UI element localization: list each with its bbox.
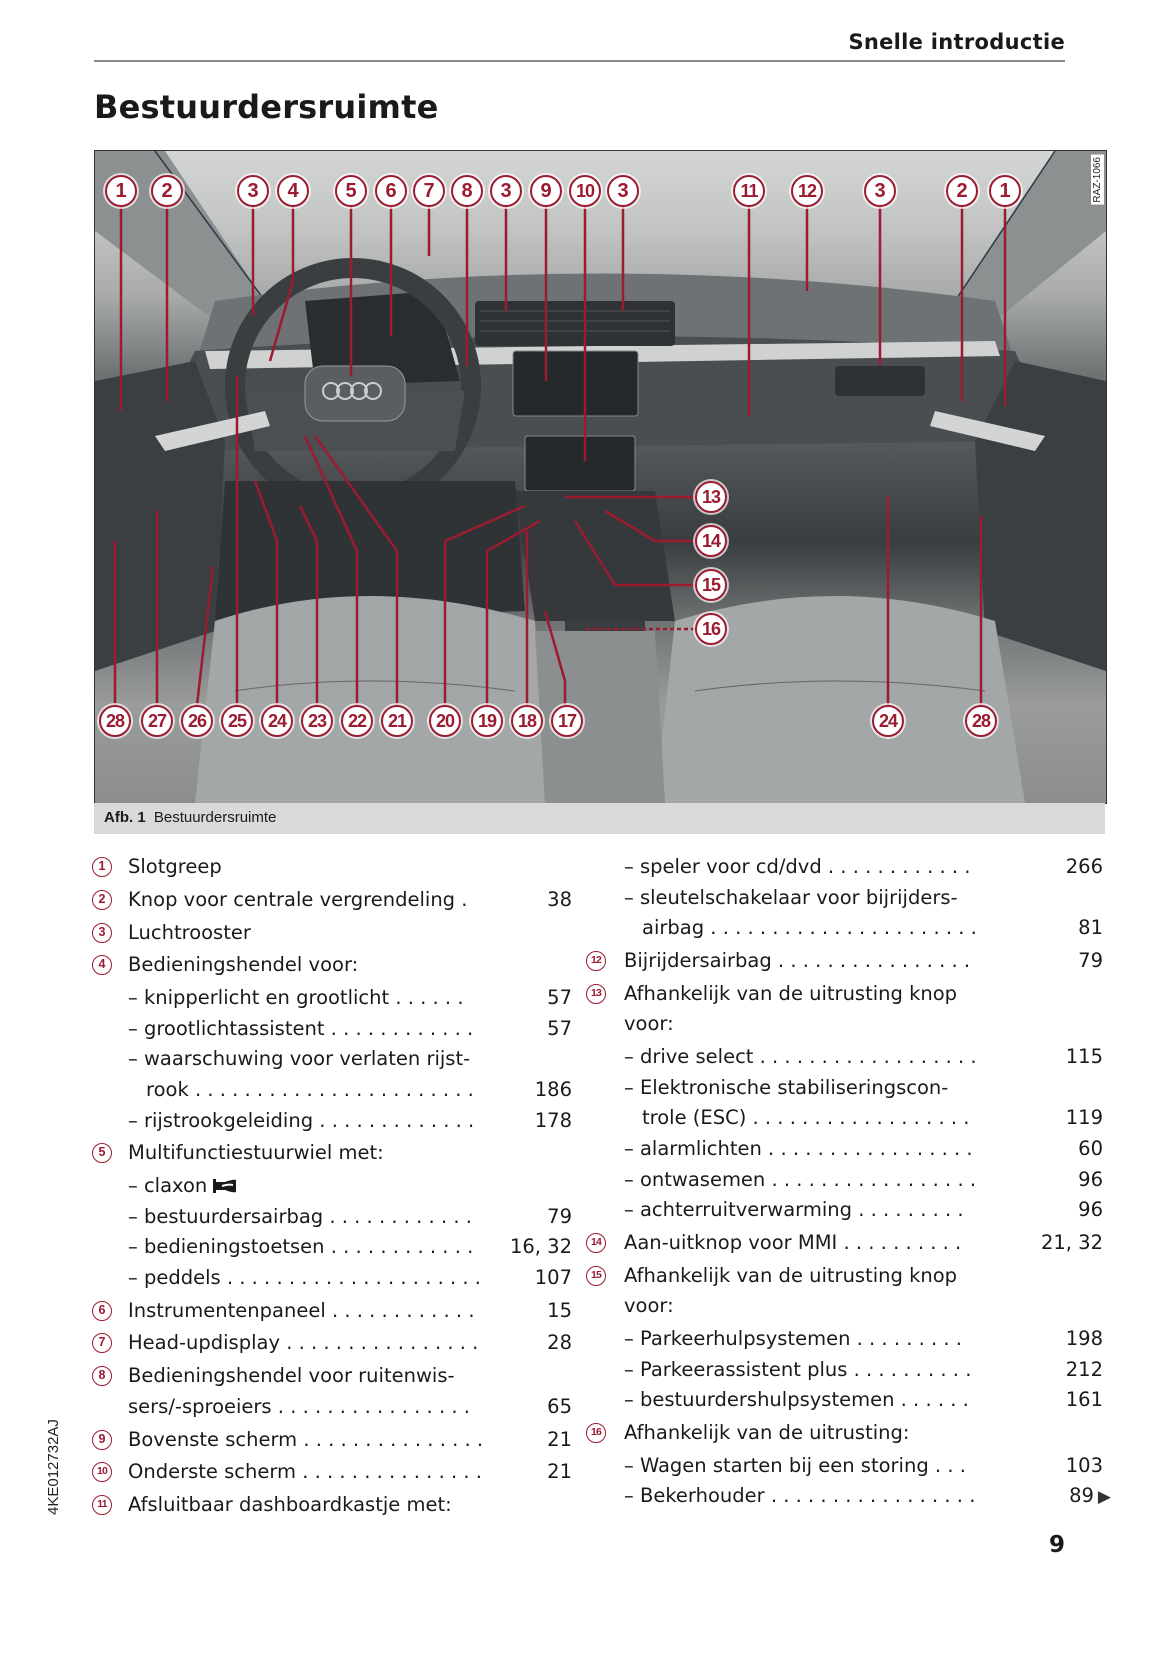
leader-dots: . . . . . . . . . . <box>847 1357 972 1381</box>
page-ref: 60 <box>1078 1136 1103 1160</box>
legend-subitem <box>610 1324 1105 1355</box>
leader-dots: . . . . . . . . . . . . . . . <box>297 1427 484 1451</box>
page-ref: 266 <box>1065 855 1103 878</box>
leader-dots: . . . . . . . . . . . . . . . . . <box>764 1484 976 1508</box>
leader-dots: . . . . . . . . . . . . <box>323 1204 472 1228</box>
page-ref: 21 <box>547 1427 572 1451</box>
callout-8: 8 <box>451 175 483 207</box>
page-ref: 57 <box>547 986 572 1010</box>
page-number: 9 <box>1048 1532 1065 1558</box>
legend-right-column <box>590 852 1111 1512</box>
figure-caption <box>94 803 1105 834</box>
header-rule <box>94 60 1065 62</box>
subitem-label: trole (ESC) <box>642 1106 747 1130</box>
legend-item <box>92 1425 577 1456</box>
callout-18: 18 <box>511 705 543 737</box>
legend-item <box>590 979 1105 1010</box>
callout-2: 2 <box>151 175 183 207</box>
legend-subitem <box>92 1263 577 1294</box>
legend-item <box>92 950 577 981</box>
legend-item <box>92 852 577 883</box>
item-label: Instrumentenpaneel <box>128 1298 326 1322</box>
item-label: Bovenste scherm <box>128 1427 298 1451</box>
legend-subitem-cont <box>92 1075 577 1106</box>
callout-7: 7 <box>413 175 445 207</box>
item-label: Afhankelijk van de uitrusting knop <box>624 981 958 1005</box>
subitem-label: – speler voor cd/dvd <box>624 855 822 878</box>
legend-subitem <box>92 1232 577 1263</box>
legend-subitem <box>610 1195 1105 1226</box>
callout-24: 24 <box>261 705 293 737</box>
callout-3c: 3 <box>607 175 639 207</box>
callout-3d: 3 <box>864 175 896 207</box>
item-number: 15 <box>586 1266 606 1286</box>
item-label: Head-updisplay <box>128 1331 281 1355</box>
page-ref: 198 <box>1065 1327 1103 1351</box>
page-ref: 212 <box>1065 1357 1103 1381</box>
item-label: sers/-sproeiers <box>128 1394 272 1418</box>
page-ref: 103 <box>1065 1453 1103 1477</box>
callout-21: 21 <box>381 705 413 737</box>
callout-9: 9 <box>530 175 562 207</box>
cockpit-drawing <box>95 151 1106 803</box>
callout-19: 19 <box>471 705 503 737</box>
page-ref: 186 <box>534 1077 572 1101</box>
running-header: Snelle introductie <box>848 30 1065 54</box>
callout-28b: 28 <box>965 705 997 737</box>
callout-13: 13 <box>695 481 727 513</box>
legend-left-column <box>92 852 577 1521</box>
leader-dots: . . . . . . . . . . <box>837 1230 962 1254</box>
legend-item <box>92 1138 577 1169</box>
legend-item <box>92 1490 577 1521</box>
item-label: Luchtrooster <box>128 920 251 944</box>
leader-dots: . . . . . . . . . . . . . . . <box>296 1460 482 1484</box>
legend-subitem <box>610 883 1105 914</box>
callout-14: 14 <box>695 525 727 557</box>
page-ref: 21 <box>547 1460 572 1484</box>
legend-item <box>590 1418 1105 1449</box>
document-code: 4KE012732AJ <box>45 1419 62 1515</box>
item-label: Afhankelijk van de uitrusting knop <box>624 1263 958 1287</box>
continued-arrow-icon: ▶ <box>1097 1487 1111 1508</box>
callout-5: 5 <box>335 175 367 207</box>
item-number: 14 <box>586 1233 606 1253</box>
legend-subitem <box>610 1073 1105 1104</box>
page-ref: 79 <box>547 1204 572 1228</box>
leader-dots: . . . . . . . . . . . . <box>325 1298 475 1322</box>
callout-3: 3 <box>237 175 269 207</box>
legend-subitem <box>610 1451 1105 1482</box>
item-number: 11 <box>92 1495 112 1515</box>
item-number: 16 <box>586 1423 606 1443</box>
callout-24b: 24 <box>872 705 904 737</box>
page-ref: 96 <box>1078 1198 1103 1222</box>
page-ref: 115 <box>1065 1045 1103 1069</box>
legend-subitem <box>610 1134 1105 1165</box>
legend-subitem <box>610 852 1105 883</box>
callout-28: 28 <box>99 705 131 737</box>
leader-dots: . . . . . . . . . . . . . . . . . . . . . . <box>704 916 977 940</box>
item-number: 1 <box>92 857 112 877</box>
caption-text: Bestuurdersruimte <box>153 809 277 826</box>
item-label: voor: <box>624 1294 674 1318</box>
item-number: 4 <box>92 955 112 975</box>
page-ref: 89 <box>1069 1484 1094 1508</box>
item-label: Slotgreep <box>128 855 222 878</box>
legend-item <box>590 1261 1105 1292</box>
item-number: 9 <box>92 1430 112 1450</box>
page-ref: 178 <box>534 1108 572 1132</box>
item-number: 8 <box>92 1366 112 1386</box>
subitem-label: – ontwasemen <box>624 1167 766 1191</box>
leader-dots: . . . . . . . . . . . . <box>324 1235 474 1259</box>
item-label: Afsluitbaar dashboardkastje met: <box>128 1493 452 1517</box>
leader-dots: . . . . . . . . . <box>852 1198 964 1222</box>
legend-subitem <box>610 1355 1105 1386</box>
callout-10: 10 <box>569 175 601 207</box>
leader-dots: . . . . . . . . . . . . . . . . . . . . . <box>220 1265 481 1289</box>
callout-6: 6 <box>375 175 407 207</box>
subitem-label: – Elektronische stabiliseringscon- <box>624 1075 949 1099</box>
figure-code: RAZ-1066 <box>1092 157 1103 203</box>
legend-subitem <box>92 1014 577 1045</box>
item-number: 13 <box>586 984 606 1004</box>
page-ref: 38 <box>547 887 572 911</box>
subitem-label: – bestuurdersairbag <box>128 1204 324 1228</box>
callout-11: 11 <box>733 175 765 207</box>
legend-item <box>590 1228 1105 1259</box>
subitem-label: – sleutelschakelaar voor bijrijders- <box>624 885 958 909</box>
item-label: Bedieningshendel voor ruitenwis- <box>128 1364 455 1388</box>
leader-dots: . . . . . . . . . . . . . . . . <box>271 1394 470 1418</box>
item-number: 12 <box>586 951 606 971</box>
page-ref: 107 <box>534 1265 572 1289</box>
legend-subitem <box>610 1481 1111 1512</box>
legend-item-cont <box>92 1392 577 1423</box>
page-ref: 28 <box>547 1331 572 1355</box>
legend-subitem <box>610 1042 1105 1073</box>
item-label: Knop voor centrale vergrendeling <box>128 887 456 911</box>
item-label: Afhankelijk van de uitrusting: <box>624 1421 910 1444</box>
leader-dots: . . . . . . . . . . . . <box>821 855 971 878</box>
page-ref: 21, 32 <box>1040 1230 1103 1254</box>
item-number: 10 <box>92 1462 112 1482</box>
item-label: Bijrijdersairbag <box>624 948 772 972</box>
page-ref: 161 <box>1065 1388 1103 1412</box>
legend-item-cont <box>610 1009 1105 1040</box>
legend-subitem-cont <box>610 913 1105 944</box>
leader-dots: . . . . . . . . . . . . . . . . . <box>761 1136 973 1160</box>
callout-1b: 1 <box>989 175 1021 207</box>
subitem-label: – Parkeerassistent plus <box>624 1357 848 1381</box>
callout-20: 20 <box>429 705 461 737</box>
leader-dots: . . . . . . . . . . . . . <box>313 1108 475 1132</box>
item-number: 6 <box>92 1301 112 1321</box>
leader-dots: . . . . . . . . . <box>850 1327 963 1351</box>
callout-23: 23 <box>301 705 333 737</box>
item-number: 7 <box>92 1333 112 1353</box>
callout-25: 25 <box>221 705 253 737</box>
callout-3b: 3 <box>490 175 522 207</box>
callout-22: 22 <box>341 705 373 737</box>
caption-label: Afb. 1 <box>104 809 146 826</box>
leader-dots: . . . . . . . . . . . . <box>324 1016 474 1040</box>
legend-item <box>92 1328 577 1359</box>
leader-dots: . . . . . . . . . . . . . . . . . <box>765 1167 977 1191</box>
item-label: Multifunctiestuurwiel met: <box>128 1141 384 1165</box>
item-number: 3 <box>92 923 112 943</box>
callout-2b: 2 <box>946 175 978 207</box>
subitem-label: airbag <box>642 916 705 940</box>
subitem-label: – grootlichtassistent <box>128 1016 325 1040</box>
subitem-label: – achterruitverwarming <box>624 1198 853 1222</box>
callout-12: 12 <box>791 175 823 207</box>
legend-subitem <box>92 1171 577 1202</box>
legend-subitem <box>92 1106 577 1137</box>
subitem-label: – Parkeerhulpsystemen <box>624 1327 851 1351</box>
subitem-label: – bedieningstoetsen <box>128 1235 325 1259</box>
callout-17: 17 <box>551 705 583 737</box>
subitem-label: – knipperlicht en grootlicht <box>128 986 390 1010</box>
page-ref: 119 <box>1065 1106 1103 1130</box>
leader-dots: . . . . . . . . . . . . . . . . . . <box>753 1045 977 1069</box>
callout-4: 4 <box>277 175 309 207</box>
page-ref: 96 <box>1078 1167 1103 1191</box>
page-ref: 57 <box>547 1016 572 1040</box>
legend-subitem <box>92 1044 577 1075</box>
leader-dots: . . . . . . . . . . . . . . . . <box>771 948 971 972</box>
item-label: Onderste scherm <box>128 1460 297 1484</box>
leader-dots: . . . <box>928 1453 966 1477</box>
subitem-label: – waarschuwing voor verlaten rijst- <box>128 1047 471 1071</box>
horn-icon <box>213 1178 237 1194</box>
item-label: voor: <box>624 1012 674 1036</box>
legend-item <box>92 1457 577 1488</box>
callout-26: 26 <box>181 705 213 737</box>
subitem-label: – bestuurdershulpsystemen <box>624 1388 895 1412</box>
page-ref: 16, 32 <box>509 1235 572 1259</box>
callout-16: 16 <box>695 613 727 645</box>
legend-subitem-cont <box>610 1103 1105 1134</box>
legend-subitem <box>92 983 577 1014</box>
callout-15: 15 <box>695 569 727 601</box>
subitem-label: – peddels <box>128 1265 221 1289</box>
subitem-label: rook <box>146 1077 189 1101</box>
legend-item <box>92 1361 577 1392</box>
subitem-label: – Bekerhouder <box>624 1484 765 1508</box>
legend-item <box>92 885 577 916</box>
legend-item-cont <box>610 1291 1105 1322</box>
page-title: Bestuurdersruimte <box>94 88 439 126</box>
legend-subitem <box>92 1202 577 1233</box>
callout-27: 27 <box>141 705 173 737</box>
subitem-label: – alarmlichten <box>624 1136 762 1160</box>
leader-dots: . . . . . . . . . . . . . . . . . . <box>746 1106 970 1130</box>
legend-subitem <box>610 1165 1105 1196</box>
leader-dots: . . . . . . <box>894 1388 969 1412</box>
item-number: 2 <box>92 890 112 910</box>
legend-subitem <box>610 1385 1105 1416</box>
page-ref: 79 <box>1078 948 1103 972</box>
item-label: Aan-uitknop voor MMI <box>624 1230 838 1254</box>
subitem-label: – drive select <box>624 1045 754 1069</box>
leader-dots: . . . . . . <box>389 986 464 1010</box>
page-ref: 65 <box>547 1394 572 1418</box>
legend-item <box>590 946 1105 977</box>
leader-dots: . . . . . . . . . . . . . . . . <box>280 1331 479 1355</box>
page-ref: 15 <box>547 1298 572 1322</box>
item-number: 5 <box>92 1143 112 1163</box>
callout-1: 1 <box>105 175 137 207</box>
subitem-label: – rijstrookgeleiding <box>128 1108 314 1132</box>
item-label: Bedieningshendel voor: <box>128 953 359 977</box>
leader-dots: . . . . . . . . . . . . . . . . . . . . . . . <box>188 1077 474 1101</box>
subitem-label: – claxon <box>128 1174 208 1198</box>
cockpit-illustration <box>94 150 1107 804</box>
legend-item <box>92 918 577 949</box>
legend-item <box>92 1296 577 1327</box>
leader-dots: . <box>455 887 468 911</box>
page-ref: 81 <box>1078 916 1103 940</box>
subitem-label: – Wagen starten bij een storing <box>624 1453 929 1477</box>
